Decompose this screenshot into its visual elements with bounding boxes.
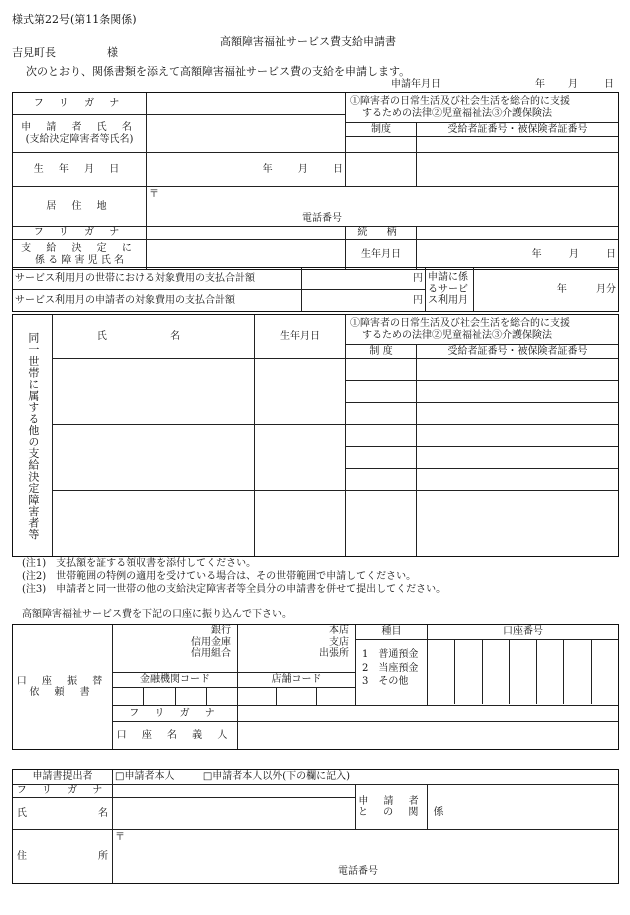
addressee: 吉見町長	[12, 46, 56, 59]
household-name-3[interactable]	[53, 491, 255, 557]
relation-to-applicant-label: 申 請 者 と の 関 係	[356, 785, 428, 830]
account-number-label: 口座番号	[428, 625, 618, 640]
address-label: 居 住 地	[13, 187, 147, 227]
intro-text: 次のとおり、関係書類を添えて高額障害福祉サービス費の支給を申請します。	[26, 65, 411, 78]
household-system-2a[interactable]	[346, 425, 417, 447]
relation-to-applicant-field[interactable]	[428, 785, 619, 830]
applicant-birth-label: 生 年 月 日	[13, 153, 147, 187]
bank-caption: 高額障害福祉サービス費を下記の口座に振り込んで下さい。	[22, 609, 292, 620]
household-side-label: 同一世帯に属する他の支給決定障害者等	[13, 315, 53, 557]
applicant-furigana-label: フ リ ガ ナ	[13, 93, 147, 115]
submitter-table	[12, 769, 619, 884]
submitter-furigana-label: フ リ ガ ナ	[13, 785, 113, 798]
household-total-field[interactable]: 円	[302, 268, 426, 290]
household-system-1b[interactable]	[346, 381, 417, 403]
household-cert-2b[interactable]	[417, 447, 619, 469]
household-cert-header: 受給者証番号・被保険者証番号	[417, 345, 619, 359]
holder-furigana-field[interactable]	[238, 706, 619, 722]
account-kind-cell	[356, 625, 428, 706]
holder-label: 口 座 名 義 人	[113, 722, 238, 750]
submitter-label: 申請書提出者	[13, 770, 113, 785]
kind-option-1[interactable]: 1 普通預金	[362, 649, 419, 660]
child-birth-field[interactable]: 年 月 日	[417, 240, 619, 270]
household-system-2b[interactable]	[346, 447, 417, 469]
service-month-label: 申請に係 るサービ ス利用月	[426, 268, 474, 312]
submitter-options	[113, 770, 619, 785]
relation-label: 続 柄	[346, 227, 417, 240]
note-3: (注3) 申請者と同一世帯の他の支給決定障害者等全員分の申請書を併せて提出してください。	[22, 584, 447, 595]
date-day: 日	[604, 79, 614, 90]
account-number-boxes[interactable]	[428, 640, 618, 704]
bank-table	[12, 624, 619, 750]
bank-side-label: 口 座 振 替 依 頼 書	[13, 625, 113, 750]
cert-field-2[interactable]	[417, 153, 619, 187]
child-name-field[interactable]	[147, 240, 346, 270]
child-furigana-field[interactable]	[147, 227, 346, 240]
household-law-note: ①障害者の日常生活及び社会生活を総合的に支援 するための法律②児童福祉法③介護保険法	[346, 315, 619, 345]
household-system-2c[interactable]	[346, 469, 417, 491]
addressee-honorific: 様	[107, 46, 118, 59]
applicant-name-label: 申 請 者 氏 名 (支給決定障害者等氏名)	[13, 115, 147, 153]
note-2: (注2) 世帯範囲の特例の適用を受けている場合は、その世帯範囲で申請してください。	[22, 571, 417, 582]
cert-field[interactable]	[417, 137, 619, 153]
form-number: 様式第22号(第11条関係)	[12, 13, 137, 26]
applicant-name-field[interactable]	[147, 115, 346, 153]
applicant-table	[12, 92, 619, 270]
system-field[interactable]	[346, 137, 417, 153]
household-system-header: 制 度	[346, 345, 417, 359]
submitter-other-checkbox[interactable]: □申請者本人以外(下の欄に記入)	[202, 771, 351, 783]
child-furigana-label: フ リ ガ ナ	[13, 227, 147, 240]
household-birth-2[interactable]	[255, 425, 346, 491]
applicant-total-label: サービス利用月の申請者の対象費用の支払合計額	[13, 290, 302, 312]
household-total-label: サービス利用月の世帯における対象費用の支払合計額	[13, 268, 302, 290]
institution-code-cell	[113, 673, 238, 706]
household-cert-1c[interactable]	[417, 403, 619, 425]
submitter-address-field[interactable]	[113, 830, 619, 884]
submitter-furigana-field[interactable]	[113, 785, 356, 798]
submitter-name-field[interactable]	[113, 798, 356, 830]
household-name-header: 氏 名	[53, 315, 255, 359]
submitter-self-checkbox[interactable]: □申請者本人	[115, 771, 175, 783]
institution-code-label: 金融機関コード	[113, 673, 237, 688]
holder-field[interactable]	[238, 722, 619, 750]
cert-label: 受給者証番号・被保険者証番号	[417, 123, 619, 137]
bank-name-field[interactable]: 銀行 信用金庫 信用組合	[113, 625, 238, 673]
relation-field[interactable]	[417, 227, 619, 240]
household-birth-header: 生年月日	[255, 315, 346, 359]
postal-mark: 〒	[149, 189, 159, 200]
household-birth-3[interactable]	[255, 491, 346, 557]
institution-code-boxes[interactable]	[113, 688, 237, 705]
system-field-2[interactable]	[346, 153, 417, 187]
household-cert-3[interactable]	[417, 491, 619, 557]
household-cert-2a[interactable]	[417, 425, 619, 447]
account-number-cell	[428, 625, 619, 706]
household-name-1[interactable]	[53, 359, 255, 425]
branch-code-label: 店舗コード	[238, 673, 355, 688]
applicant-birth-field[interactable]: 年 月 日	[147, 153, 346, 187]
service-month-field[interactable]: 年 月分	[474, 268, 619, 312]
note-1: (注1) 支払額を証する領収書を添付してください。	[22, 558, 257, 569]
law-note: ①障害者の日常生活及び社会生活を総合的に支援 するための法律②児童福祉法③介護保険法	[346, 93, 619, 123]
applicant-furigana-field[interactable]	[147, 93, 346, 115]
household-name-2[interactable]	[53, 425, 255, 491]
submitter-address-label: 住 所	[13, 830, 113, 884]
branch-name-field[interactable]: 本店 支店 出張所	[238, 625, 356, 673]
holder-furigana-label: フ リ ガ ナ	[113, 706, 238, 722]
form-title: 高額障害福祉サービス費支給申請書	[220, 35, 396, 48]
application-date-label: 申請年月日	[391, 79, 441, 90]
child-birth-label: 生年月日	[346, 240, 417, 270]
phone-label: 電話番号	[302, 213, 342, 224]
household-cert-1a[interactable]	[417, 359, 619, 381]
address-field[interactable]	[147, 187, 619, 227]
submitter-postal-mark: 〒	[115, 832, 125, 843]
household-table	[12, 314, 619, 557]
date-month: 月	[568, 79, 578, 90]
branch-code-cell	[238, 673, 356, 706]
submitter-name-label: 氏 名	[13, 798, 113, 830]
payment-table	[12, 267, 619, 312]
applicant-total-field[interactable]: 円	[302, 290, 426, 312]
household-cert-1b[interactable]	[417, 381, 619, 403]
branch-code-boxes[interactable]	[238, 688, 355, 705]
kind-option-2[interactable]: 2 当座預金	[362, 662, 419, 674]
household-birth-1[interactable]	[255, 359, 346, 425]
household-system-1c[interactable]	[346, 403, 417, 425]
submitter-phone-label: 電話番号	[338, 866, 378, 877]
system-label: 制度	[346, 123, 417, 137]
account-kind-label: 種目	[356, 625, 427, 640]
child-name-label: 支 給 決 定 に 係 る 障 害 児 氏 名	[13, 240, 147, 270]
household-cert-2c[interactable]	[417, 469, 619, 491]
household-system-3[interactable]	[346, 491, 417, 557]
kind-option-3[interactable]: 3 その他	[362, 676, 409, 687]
date-year: 年	[535, 79, 545, 90]
household-system-1a[interactable]	[346, 359, 417, 381]
